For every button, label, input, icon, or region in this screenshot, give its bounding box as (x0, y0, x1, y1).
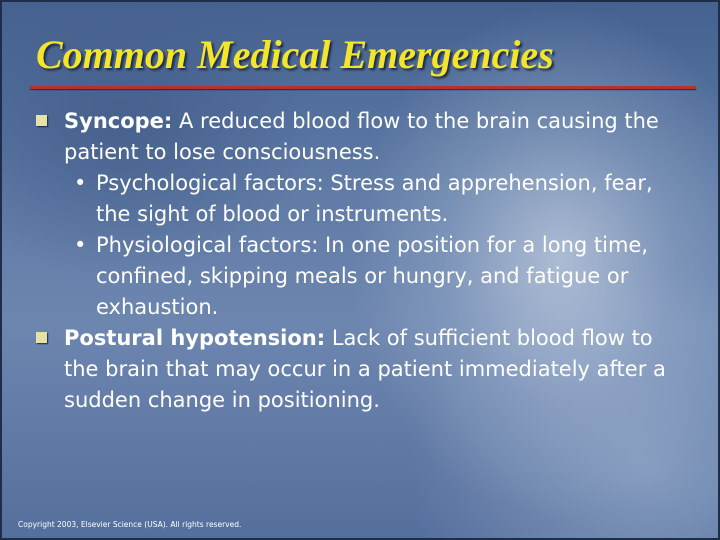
sub-bullet-psychological (34, 168, 674, 230)
copyright-notice: Copyright 2003, Elsevier Science (USA). All rights reserved. (18, 520, 242, 529)
bullet-postural-hypotension (34, 323, 674, 416)
title-underline (30, 86, 696, 89)
slide-title: Common Medical Emergencies (36, 32, 554, 77)
bullet-syncope (34, 106, 674, 168)
square-bullet-icon (36, 332, 47, 343)
sub-bullet-physiological (34, 230, 674, 323)
bullet-term: Postural hypotension: (64, 326, 326, 350)
dot-bullet-icon: • (74, 171, 87, 195)
bullet-term: Syncope: (64, 109, 173, 133)
bullet-text: Lack of sufficient blood flow to the brain that may occur in a patient immediately after a sudden change in positioning. (64, 326, 666, 412)
sub-bullet-text: Psychological factors: Stress and apprehension, fear, the sight of blood or instruments. (96, 171, 653, 226)
dot-bullet-icon: • (74, 233, 87, 257)
bullet-text: A reduced blood flow to the brain causing the patient to lose consciousness. (64, 109, 659, 164)
slide-body (34, 106, 674, 416)
square-bullet-icon (36, 115, 47, 126)
sub-bullet-text: Physiological factors: In one position for a long time, confined, skipping meals or hungry, and fatigue or exhaustion. (96, 233, 649, 319)
